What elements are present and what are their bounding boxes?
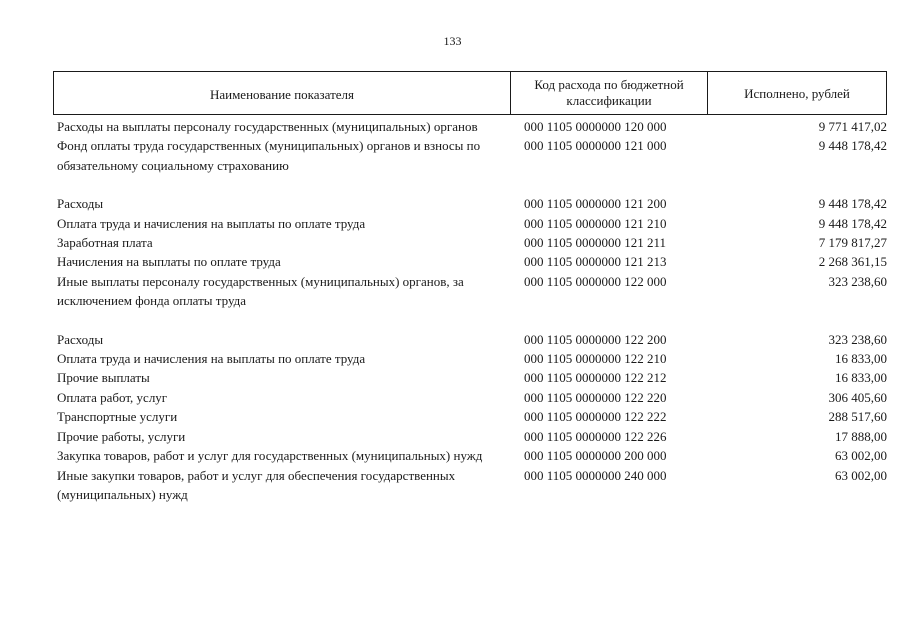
row-amount: 63 002,00 [835,467,887,483]
row-amount: 2 268 361,15 [818,254,887,270]
row-spacer [57,311,887,330]
row-code: 000 1105 0000000 122 212 [524,370,667,386]
header-amount-column: Исполнено, рублей [744,86,850,101]
header-code-column: Код расхода по бюджетной классификации [511,72,708,114]
row-amount: 9 448 178,42 [818,138,887,154]
table-row [57,136,887,175]
row-code: 000 1105 0000000 121 213 [524,254,667,270]
row-name: Начисления на выплаты по оплате труда [57,254,281,270]
row-code: 000 1105 0000000 200 000 [524,448,667,464]
row-name: Оплата труда и начисления на выплаты по оплате труда [57,215,366,231]
table-row [57,272,887,311]
table-body [57,117,887,504]
row-name: Заработная плата [57,235,153,251]
row-name: Закупка товаров, работ и услуг для государственных (муниципальных) нужд [57,448,483,464]
row-name: Расходы [57,196,104,212]
row-name: Оплата работ, услуг [57,389,168,405]
row-code: 000 1105 0000000 122 000 [524,273,667,289]
table-header [53,71,887,115]
row-code: 000 1105 0000000 121 211 [524,235,667,251]
table-row [57,427,887,446]
table-row [57,388,887,407]
table-row [57,330,887,349]
row-amount: 16 833,00 [835,351,887,367]
row-code: 000 1105 0000000 120 000 [524,119,667,134]
row-name: Расходы на выплаты персоналу государственных (муниципальных) органов [57,119,478,134]
row-name: Иные закупки товаров, работ и услуг для обеспечения государственных (муниципальных) нужд [57,467,456,502]
row-code: 000 1105 0000000 122 220 [524,389,667,405]
table-row [57,214,887,233]
table-row [57,466,887,505]
row-name: Оплата труда и начисления на выплаты по оплате труда [57,351,366,367]
row-amount: 323 238,60 [828,331,887,347]
row-name: Транспортные услуги [57,409,178,425]
row-code: 000 1105 0000000 122 226 [524,428,667,444]
row-amount: 306 405,60 [828,389,887,405]
table-row [57,349,887,368]
table-row [57,117,887,136]
row-code: 000 1105 0000000 240 000 [524,467,667,483]
table-row [57,194,887,213]
row-code: 000 1105 0000000 121 200 [524,196,667,212]
row-name: Прочие работы, услуги [57,428,186,444]
table-row [57,446,887,465]
row-amount: 63 002,00 [835,448,887,464]
row-amount: 17 888,00 [835,428,887,444]
row-name: Иные выплаты персоналу государственных (муниципальных) органов, за исключением фонда оплаты труда [57,273,464,309]
row-amount: 288 517,60 [828,409,887,425]
row-code: 000 1105 0000000 122 200 [524,331,667,347]
row-name: Прочие выплаты [57,370,150,386]
row-code: 000 1105 0000000 122 222 [524,409,667,425]
table-row [57,368,887,387]
row-amount: 7 179 817,27 [818,235,887,251]
header-name-column: Наименование показателя [54,72,511,114]
page-number: 133 [443,34,462,48]
row-amount: 9 448 178,42 [818,196,887,212]
row-code: 000 1105 0000000 121 210 [524,215,667,231]
row-amount: 16 833,00 [835,370,887,386]
row-code: 000 1105 0000000 122 210 [524,351,667,367]
row-name: Фонд оплаты труда государственных (муниципальных) органов и взносы по обязательному социальному страхованию [57,138,481,173]
row-code: 000 1105 0000000 121 000 [524,138,667,154]
table-row [57,233,887,252]
row-amount: 9 448 178,42 [818,215,887,231]
table-row [57,252,887,271]
table-row [57,407,887,426]
row-name: Расходы [57,331,104,347]
row-spacer [57,175,887,194]
row-amount: 9 771 417,02 [818,119,887,134]
row-amount: 323 238,60 [828,273,887,289]
